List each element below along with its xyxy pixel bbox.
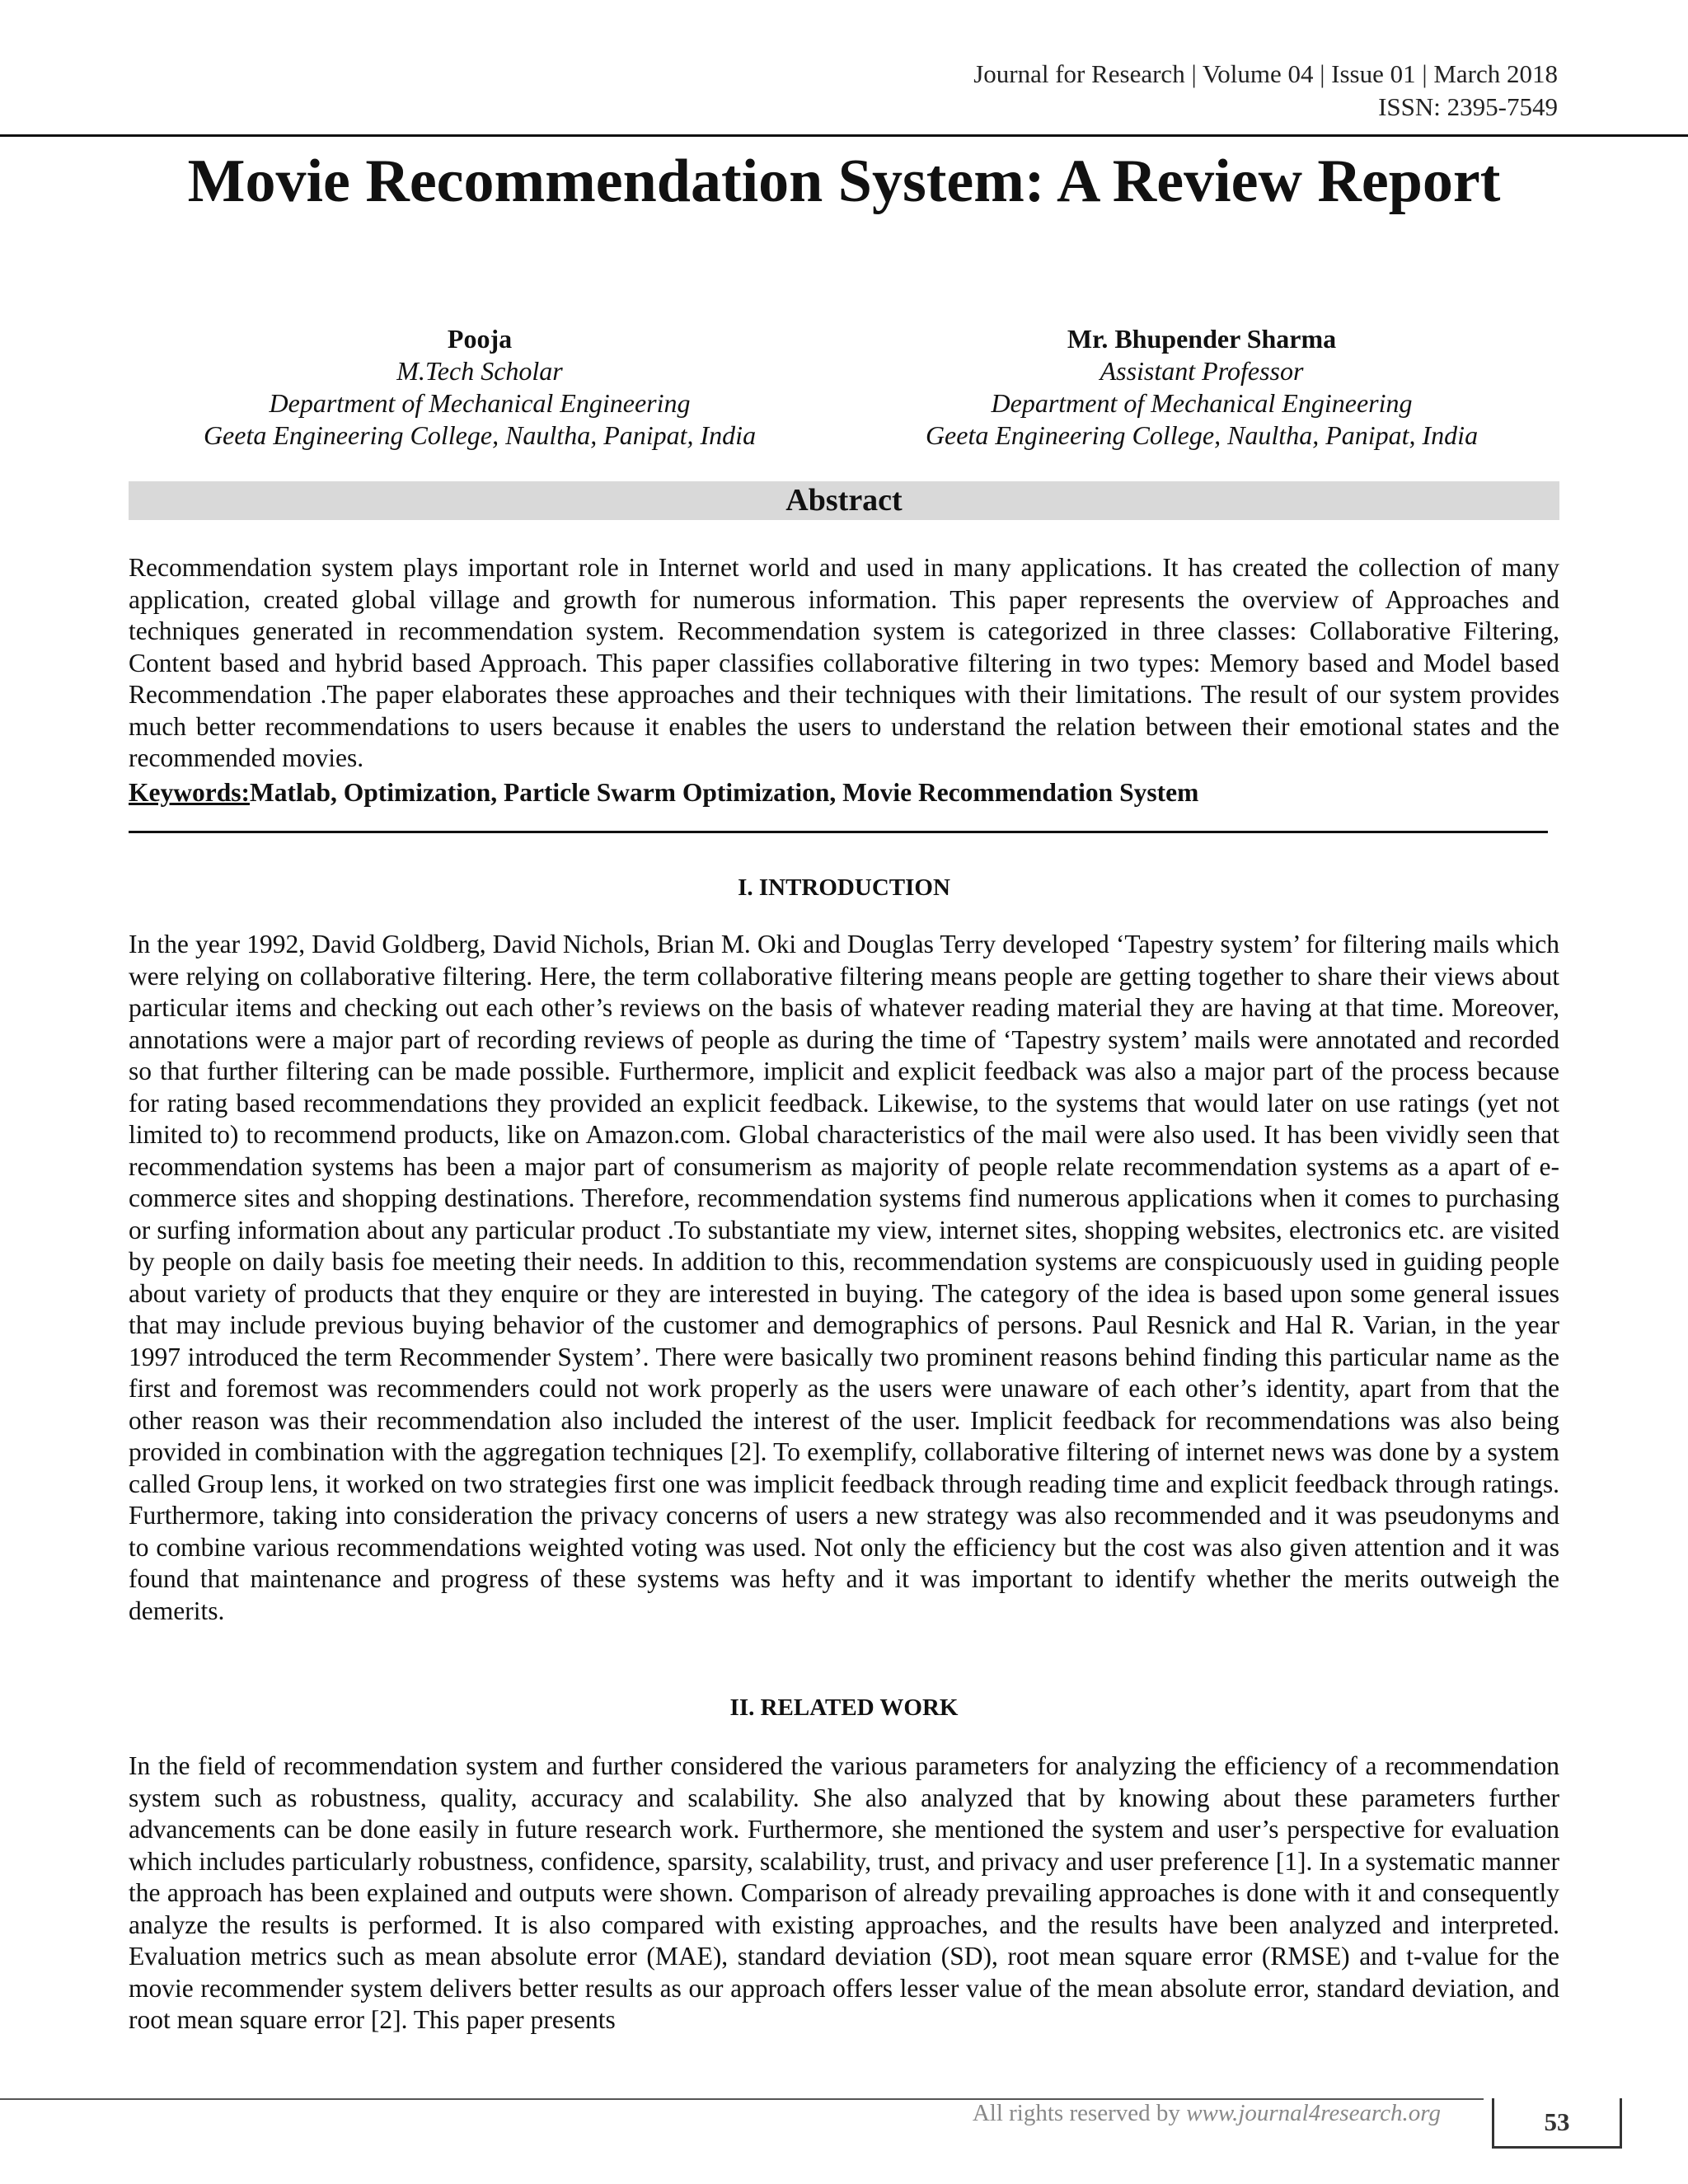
journal-website: www.journal4research.org [1186,2100,1441,2126]
header-rule [0,134,1688,137]
author-department: Department of Mechanical Engineering [991,388,1413,418]
author-block-1 [150,323,809,452]
keywords-list: Matlab, Optimization, Particle Swarm Optimization, Movie Recommendation System [249,778,1199,807]
author-department: Department of Mechanical Engineering [269,388,691,418]
issn: ISSN: 2395-7549 [1378,92,1558,121]
abstract-heading-bar [129,481,1559,520]
author-affiliation: Geeta Engineering College, Naultha, Panipat, India [925,420,1479,450]
author-block-2 [872,323,1531,452]
author-affiliation: Geeta Engineering College, Naultha, Panipat, India [203,420,757,450]
author-name: Mr. Bhupender Sharma [1067,324,1337,354]
footer-rights [973,2100,1441,2127]
rights-text: All rights reserved by [972,2100,1187,2126]
keywords-label: Keywords: [129,778,250,807]
keywords [129,777,1198,808]
page-number: 53 [1492,2098,1622,2149]
introduction-text: In the year 1992, David Goldberg, David Nichols, Brian M. Oki and Douglas Terry developed ‘Tapestry system’ for filtering mails which were relying on collaborative filtering. Here, the term collaborative filtering means people are getting together to share their views about particular items and checking out each other’s reviews on the basis of whatever reading material they are having at that time. Moreover, annotations were a major part of recording reviews of people as during the time of ‘Tapestry system’ mails were annotated and recorded so that further filtering can be made possible. Furthermore, implicit and explicit feedback was also a major part of the process because for rating based recommendations they provided an explicit feedback. Likewise, to the systems that would later on use ratings (yet not limited to) to recommend products, like on Amazon.com. Global characteristics of the mail were also used. It has been vividly seen that recommendation systems has been a major part of consumerism as majority of people relate recommendation systems as a apart of e-commerce sites and shopping destinations. Therefore, recommendation systems find numerous applications when it comes to purchasing or surfing information about any particular product .To substantiate my view, internet sites, shopping websites, electronics etc. are visited by people on daily basis foe meeting their needs. In addition to this, recommendation systems are conspicuously used in guiding people about variety of products that they enquire or they are interested in buying. The category of the idea is based upon some general issues that may include previous buying behavior of the customer and demographics of persons. Paul Resnick and Hal R. Varian, in the year 1997 introduced the term Recommender System’. There were basically two prominent reasons behind finding this particular name as the first and foremost was recommenders could not work properly as the users were unaware of each other’s identity, apart from that the other reason was their recommendation also included the interest of the user. Implicit feedback for recommendations was also being provided in combination with the aggregation techniques [2]. To exemplify, collaborative filtering of internet news was done by a system called Group lens, it worked on two strategies first one was implicit feedback through reading time and explicit feedback through ratings. Furthermore, taking into consideration the privacy concerns of users a new strategy was also recommended and it was pseudonyms and to combine various recommendations weighted voting was used. Not only the efficiency but the cost was also given attention and it was found that maintenance and progress of these systems was hefty and it was important to identify whether the merits outweigh the demerits. [129,930,1559,1625]
abstract-heading: Abstract [785,483,903,518]
related-work-text: In the field of recommendation system and further considered the various parameters for analyzing the efficiency of a recommendation system such as robustness, quality, accuracy and scalability. She also analyzed that by knowing about these parameters further advancements can be done easily in future research work. Furthermore, she mentioned the system and user’s perspective for evaluation which includes particularly robustness, confidence, sparsity, scalability, trust, and privacy and user preference [1]. In a systematic manner the approach has been explained and outputs were shown. Comparison of already prevailing approaches is done with it and consequently analyze the results is performed. It is also compared with existing approaches, and the results have been analyzed and interpreted. Evaluation metrics such as mean absolute error (MAE), standard deviation (SD), root mean square error (RMSE) and t-value for the movie recommender system delivers better results as our approach offers lesser value of the mean absolute error, standard deviation, and root mean square error [2]. This paper presents [129,1751,1559,2034]
section-heading-related-work: II. RELATED WORK [729,1694,959,1721]
journal-info: Journal for Research | Volume 04 | Issue 01 | March 2018 [973,59,1558,88]
author-role: Assistant Professor [1100,356,1304,386]
author-role: M.Tech Scholar [396,356,563,386]
section-heading-introduction: I. INTRODUCTION [738,874,950,901]
author-name: Pooja [447,324,513,354]
running-header [973,58,1558,124]
paper-title: Movie Recommendation System: A Review Report [187,148,1501,215]
abstract-divider [129,831,1548,833]
abstract-text: Recommendation system plays important role in Internet world and used in many applications. It has created the collection of many application, created global village and growth for numerous information. This paper represents the overview of Approaches and techniques generated in recommendation system. Recommendation system is categorized in three classes: Collaborative Filtering, Content based and hybrid based Approach. This paper classifies collaborative filtering in two types: Memory based and Model based Recommendation .The paper elaborates these approaches and their techniques with their limitations. The result of our system provides much better recommendations to users because it enables the users to understand the relation between their emotional states and the recommended movies. [129,553,1559,772]
